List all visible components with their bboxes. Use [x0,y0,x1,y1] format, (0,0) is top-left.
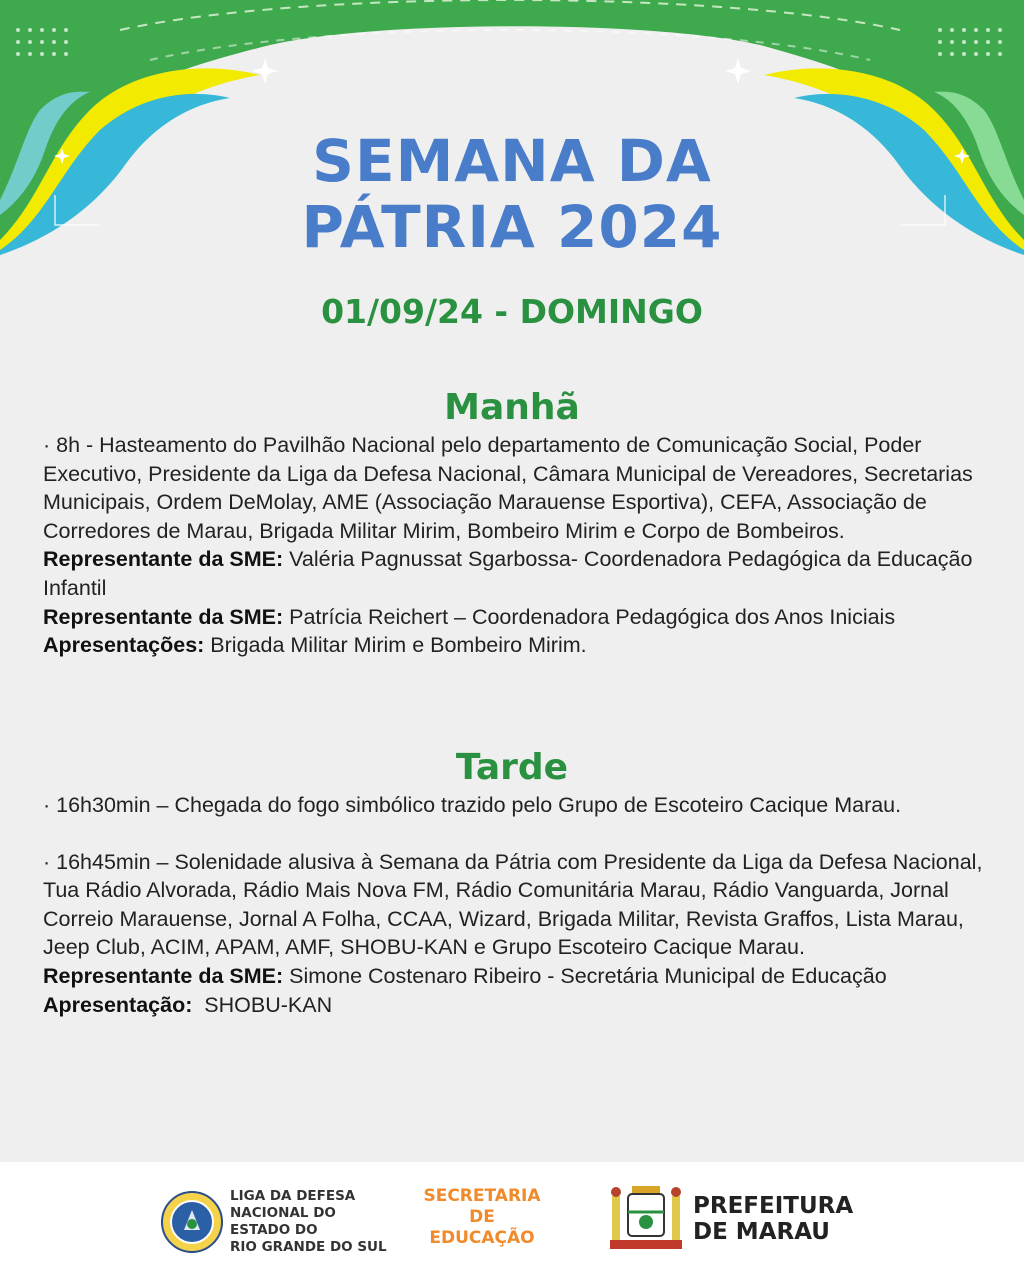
afternoon-schedule-item-2: · 16h45min – Solenidade alusiva à Semana da Pátria com Presidente da Liga da Defesa Nacional, Tua Rádio Alvorada, Rádio Mais Nova FM, Rádio Comunitária Marau, Rádio Vanguarda, Jornal Correio Marauense, Jornal A Folha, CCAA, Wizard, Brigada Militar, Revista Graffos, Lista Marau, Jeep Club, ACIM, APAM, AMF, SHOBU-KAN e Grupo Escoteiro Cacique Marau. [43,849,983,960]
secretaria-line: SECRETARIA [423,1186,541,1206]
liga-line: NACIONAL DO [230,1205,336,1221]
afternoon-schedule-item-1: · 16h30min – Chegada do fogo simbólico trazido pelo Grupo de Escoteiro Cacique Marau. [43,793,902,817]
marau-coat-of-arms-icon [606,1182,686,1254]
prefeitura-marau-text [693,1193,853,1245]
page-title-line2: PÁTRIA 2024 [301,193,723,261]
afternoon-presentation [43,991,993,1020]
prefeitura-line: DE MARAU [693,1219,830,1245]
footer-logos [0,1162,1024,1280]
presentations-text: Brigada Militar Mirim e Bombeiro Mirim. [204,633,587,658]
rep-label: Representante da SME: [43,604,284,629]
afternoon-representative [43,962,993,991]
liga-defesa-text [230,1188,387,1256]
event-date: 01/09/24 - DOMINGO [321,292,703,331]
liga-defesa-seal-icon [160,1190,224,1254]
afternoon-section [43,791,993,1019]
rep-label: Representante da SME: [43,963,284,988]
rep-label: Representante da SME: [43,547,284,572]
morning-representative-1 [43,545,993,602]
secretaria-line: EDUCAÇÃO [429,1228,535,1248]
morning-schedule-item: · 8h - Hasteamento do Pavilhão Nacional pelo departamento de Comunicação Social, Poder Executivo, Presidente da Liga da Defesa Nacional, Câmara Municipal de Vereadores, Secretarias Municipais, Ordem DeMolay, AME (Associação Marauense Esportiva), CEFA, Associação de Corredores de Marau, Brigada Militar Mirim, Bombeiro Mirim e Corpo de Bombeiros. [43,433,973,543]
secretaria-line: DE [469,1207,495,1227]
presentation-label: Apresentação: [43,992,193,1017]
liga-line: LIGA DA DEFESA [230,1188,356,1204]
secretaria-educacao-logo [412,1186,552,1249]
afternoon-heading: Tarde [455,747,569,788]
presentation-text: SHOBU-KAN [192,992,333,1017]
prefeitura-line: PREFEITURA [693,1193,854,1219]
liga-line: ESTADO DO [230,1222,318,1238]
morning-presentations [43,631,993,660]
page-title-line1: SEMANA DA [312,127,712,195]
morning-section [43,431,993,660]
morning-representative-2 [43,603,993,632]
presentations-label: Apresentações: [43,633,205,658]
rep-text: Simone Costenaro Ribeiro - Secretária Municipal de Educação [283,963,887,988]
rep-text: Patrícia Reichert – Coordenadora Pedagógica dos Anos Iniciais [283,604,896,629]
liga-line: RIO GRANDE DO SUL [230,1239,387,1255]
morning-heading: Manhã [444,387,580,428]
rep-text: Valéria Pagnussat Sgarbossa- Coordenadora Pedagógica da Educação Infantil [43,547,973,600]
